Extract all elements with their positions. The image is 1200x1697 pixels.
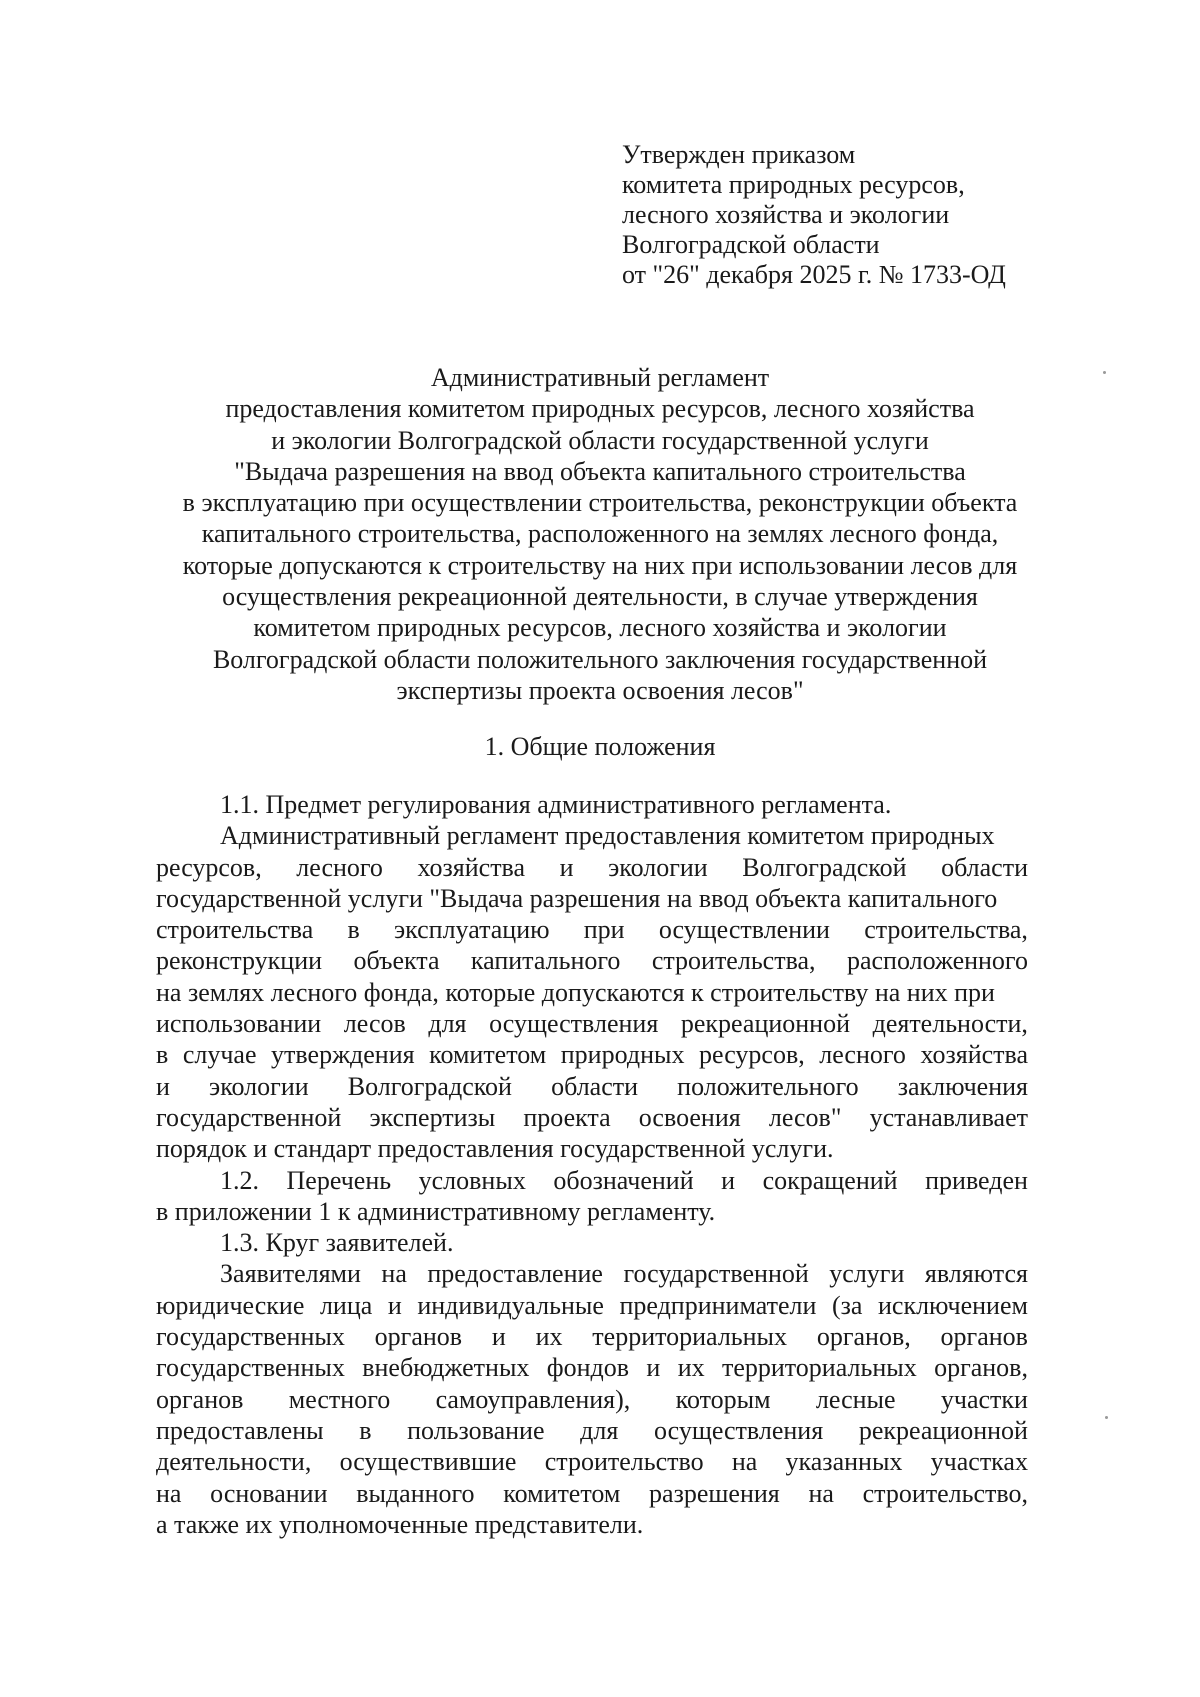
word: и: [387, 1290, 402, 1320]
word: лесные: [815, 1384, 896, 1414]
word: хозяйства: [417, 852, 526, 882]
paragraph-line: [156, 1321, 1028, 1352]
word: на: [808, 1478, 834, 1508]
word: использовании: [156, 1009, 322, 1039]
word: лесного: [296, 852, 383, 882]
word: органов,: [934, 1353, 1028, 1383]
paragraph-line: [156, 1071, 1028, 1102]
word: строительства: [156, 915, 314, 945]
word: рекреационной: [680, 1009, 851, 1039]
word: деятельности,: [872, 1009, 1028, 1039]
word: обозначений: [553, 1165, 694, 1195]
word: (за: [831, 1290, 863, 1320]
title-line: экспертизы проекта освоения лесов": [396, 675, 804, 705]
word: государственных: [156, 1353, 345, 1383]
paragraph-line: [156, 1446, 1028, 1477]
word: разрешения: [649, 1478, 780, 1508]
word: строительство,: [862, 1478, 1028, 1508]
word: предприниматели: [619, 1290, 817, 1320]
word: на: [731, 1447, 758, 1477]
word: осуществления: [489, 1009, 659, 1039]
word: экологии: [608, 852, 708, 882]
title-line: которые допускаются к строительству на них при использовании лесов для: [182, 550, 1018, 580]
word: строительство: [544, 1447, 704, 1477]
approval-line: Волгоградской области: [622, 230, 880, 259]
word: природных: [560, 1040, 685, 1070]
paragraph-line: [156, 1039, 1028, 1070]
word: лица: [319, 1290, 373, 1320]
scan-speck: [1105, 1416, 1108, 1419]
word: предоставление: [427, 1259, 603, 1289]
paragraph-line: [156, 1352, 1028, 1383]
word: участках: [930, 1447, 1028, 1477]
title-line: в эксплуатацию при осуществлении строительства, реконструкции объекта: [182, 488, 1018, 518]
word: капитального: [470, 946, 621, 976]
word: юридические: [156, 1290, 305, 1320]
section-body: [156, 789, 1028, 1540]
word: органов: [940, 1322, 1028, 1352]
word: органов: [374, 1322, 463, 1352]
word: исключением: [878, 1290, 1028, 1320]
paragraph-line: порядок и стандарт предоставления государственной услуги.: [156, 1134, 834, 1164]
title-line: комитетом природных ресурсов, лесного хозяйства и экологии: [253, 613, 947, 643]
word: для: [428, 1009, 467, 1039]
word: органов,: [816, 1322, 911, 1352]
title-line: осуществления рекреационной деятельности, в случае утверждения: [222, 582, 978, 612]
word: указанных: [785, 1447, 903, 1477]
word: лесов: [343, 1009, 406, 1039]
title-line: капитального строительства, расположенного на землях лесного фонда,: [201, 519, 999, 549]
word: для: [580, 1415, 619, 1445]
word: проекта: [523, 1102, 611, 1132]
word: строительства,: [651, 946, 816, 976]
paragraph-line: [156, 1290, 1028, 1321]
word: и: [491, 1322, 506, 1352]
word: в: [347, 915, 360, 945]
word: на: [381, 1259, 407, 1289]
word: услуги: [829, 1259, 905, 1289]
word: органов: [156, 1384, 244, 1414]
word: при: [583, 915, 625, 945]
word: Волгоградской: [742, 852, 907, 882]
title-line: предоставления комитетом природных ресурсов, лесного хозяйства: [225, 394, 975, 424]
word: выданного: [356, 1478, 475, 1508]
word: участки: [940, 1384, 1028, 1414]
word: государственных: [156, 1322, 345, 1352]
word: самоуправления),: [435, 1384, 631, 1414]
word: и: [646, 1353, 661, 1383]
approval-line: от "26" декабря 2025 г. № 1733-ОД: [622, 260, 1006, 289]
word: их: [677, 1353, 705, 1383]
title-line: "Выдача разрешения на ввод объекта капитального строительства: [234, 456, 966, 486]
word: приведен: [925, 1165, 1028, 1195]
approval-line: лесного хозяйства и экологии: [622, 200, 950, 229]
word: и: [559, 852, 574, 882]
word: ресурсов,: [156, 852, 262, 882]
word: расположенного: [846, 946, 1028, 976]
paragraph-line: [156, 945, 1028, 976]
paragraph-line: [156, 1008, 1028, 1039]
paragraph-heading: 1.1. Предмет регулирования административного регламента.: [220, 790, 892, 819]
paragraph-line: [156, 1415, 1028, 1446]
word: области: [551, 1071, 639, 1101]
approval-stamp-block: [622, 140, 1006, 290]
word: территориальных: [592, 1322, 788, 1352]
word: деятельности,: [156, 1447, 312, 1477]
word: 1.2.: [220, 1165, 259, 1195]
word: комитетом: [503, 1478, 621, 1508]
word: комитетом: [429, 1040, 547, 1070]
word: пользование: [407, 1415, 545, 1445]
word: являются: [924, 1259, 1028, 1289]
paragraph-line: [156, 1165, 1028, 1196]
word: в: [359, 1415, 372, 1445]
document-title: [100, 362, 1100, 706]
paragraph-line: [156, 1384, 1028, 1415]
word: Перечень: [286, 1165, 392, 1195]
title-line: Волгоградской области положительного заключения государственной: [212, 644, 988, 674]
word: государственной: [156, 1102, 342, 1132]
word: осуществлении: [658, 915, 830, 945]
word: реконструкции: [156, 946, 323, 976]
paragraph-line: [156, 1478, 1028, 1509]
paragraph-line: [156, 914, 1028, 945]
word: рекреационной: [858, 1415, 1028, 1445]
word: лесов": [768, 1102, 842, 1132]
word: случае: [182, 1040, 257, 1070]
word: местного: [288, 1384, 391, 1414]
word: устанавливает: [869, 1102, 1028, 1132]
word: территориальных: [721, 1353, 917, 1383]
word: предоставлены: [156, 1415, 324, 1445]
title-line: Административный регламент: [430, 363, 770, 392]
word: Заявителями: [220, 1259, 361, 1289]
word: объекта: [353, 946, 440, 976]
word: эксплуатацию: [393, 915, 550, 945]
paragraph-line: Административный регламент предоставления комитетом природных: [220, 821, 995, 851]
word: освоения: [638, 1102, 741, 1132]
word: основании: [210, 1478, 328, 1508]
word: осуществления: [653, 1415, 824, 1445]
word: и: [156, 1071, 170, 1101]
scan-speck: [1103, 371, 1106, 374]
paragraph-line: а также их уполномоченные представители.: [156, 1509, 644, 1539]
word: утверждения: [271, 1040, 415, 1070]
word: заключения: [897, 1071, 1028, 1101]
word: индивидуальные: [417, 1290, 604, 1320]
paragraph-line: на землях лесного фонда, которые допускаются к строительству на них при: [156, 977, 995, 1007]
word: хозяйства: [920, 1040, 1028, 1070]
word: условных: [418, 1165, 526, 1195]
paragraph-line: [156, 1102, 1028, 1133]
word: экспертизы: [369, 1102, 496, 1132]
word: внебюджетных: [362, 1353, 530, 1383]
section-heading: 1. Общие положения: [484, 732, 716, 761]
paragraph-line: [156, 1258, 1028, 1289]
word: строительства,: [864, 915, 1028, 945]
word: сокращений: [762, 1165, 898, 1195]
word: осуществившие: [339, 1447, 517, 1477]
word: Волгоградской: [347, 1071, 512, 1101]
paragraph-line: в приложении 1 к административному регламенту.: [156, 1196, 716, 1226]
approval-line: комитета природных ресурсов,: [622, 170, 965, 199]
word: государственной: [623, 1259, 809, 1289]
word: и: [721, 1165, 736, 1195]
word: которым: [675, 1384, 771, 1414]
title-line: и экологии Волгоградской области государственной услуги: [271, 425, 929, 455]
word: их: [535, 1322, 563, 1352]
word: в: [156, 1040, 169, 1070]
word: положительного: [677, 1071, 859, 1101]
approval-line: Утвержден приказом: [622, 140, 856, 169]
paragraph-line: государственной услуги "Выдача разрешения на ввод объекта капитального: [156, 883, 998, 913]
word: на: [156, 1478, 182, 1508]
paragraph-line: [156, 852, 1028, 883]
word: фондов: [546, 1353, 630, 1383]
word: лесного: [819, 1040, 906, 1070]
word: области: [941, 852, 1028, 882]
word: ресурсов,: [699, 1040, 805, 1070]
paragraph-heading: 1.3. Круг заявителей.: [220, 1228, 454, 1258]
word: экологии: [209, 1071, 309, 1101]
